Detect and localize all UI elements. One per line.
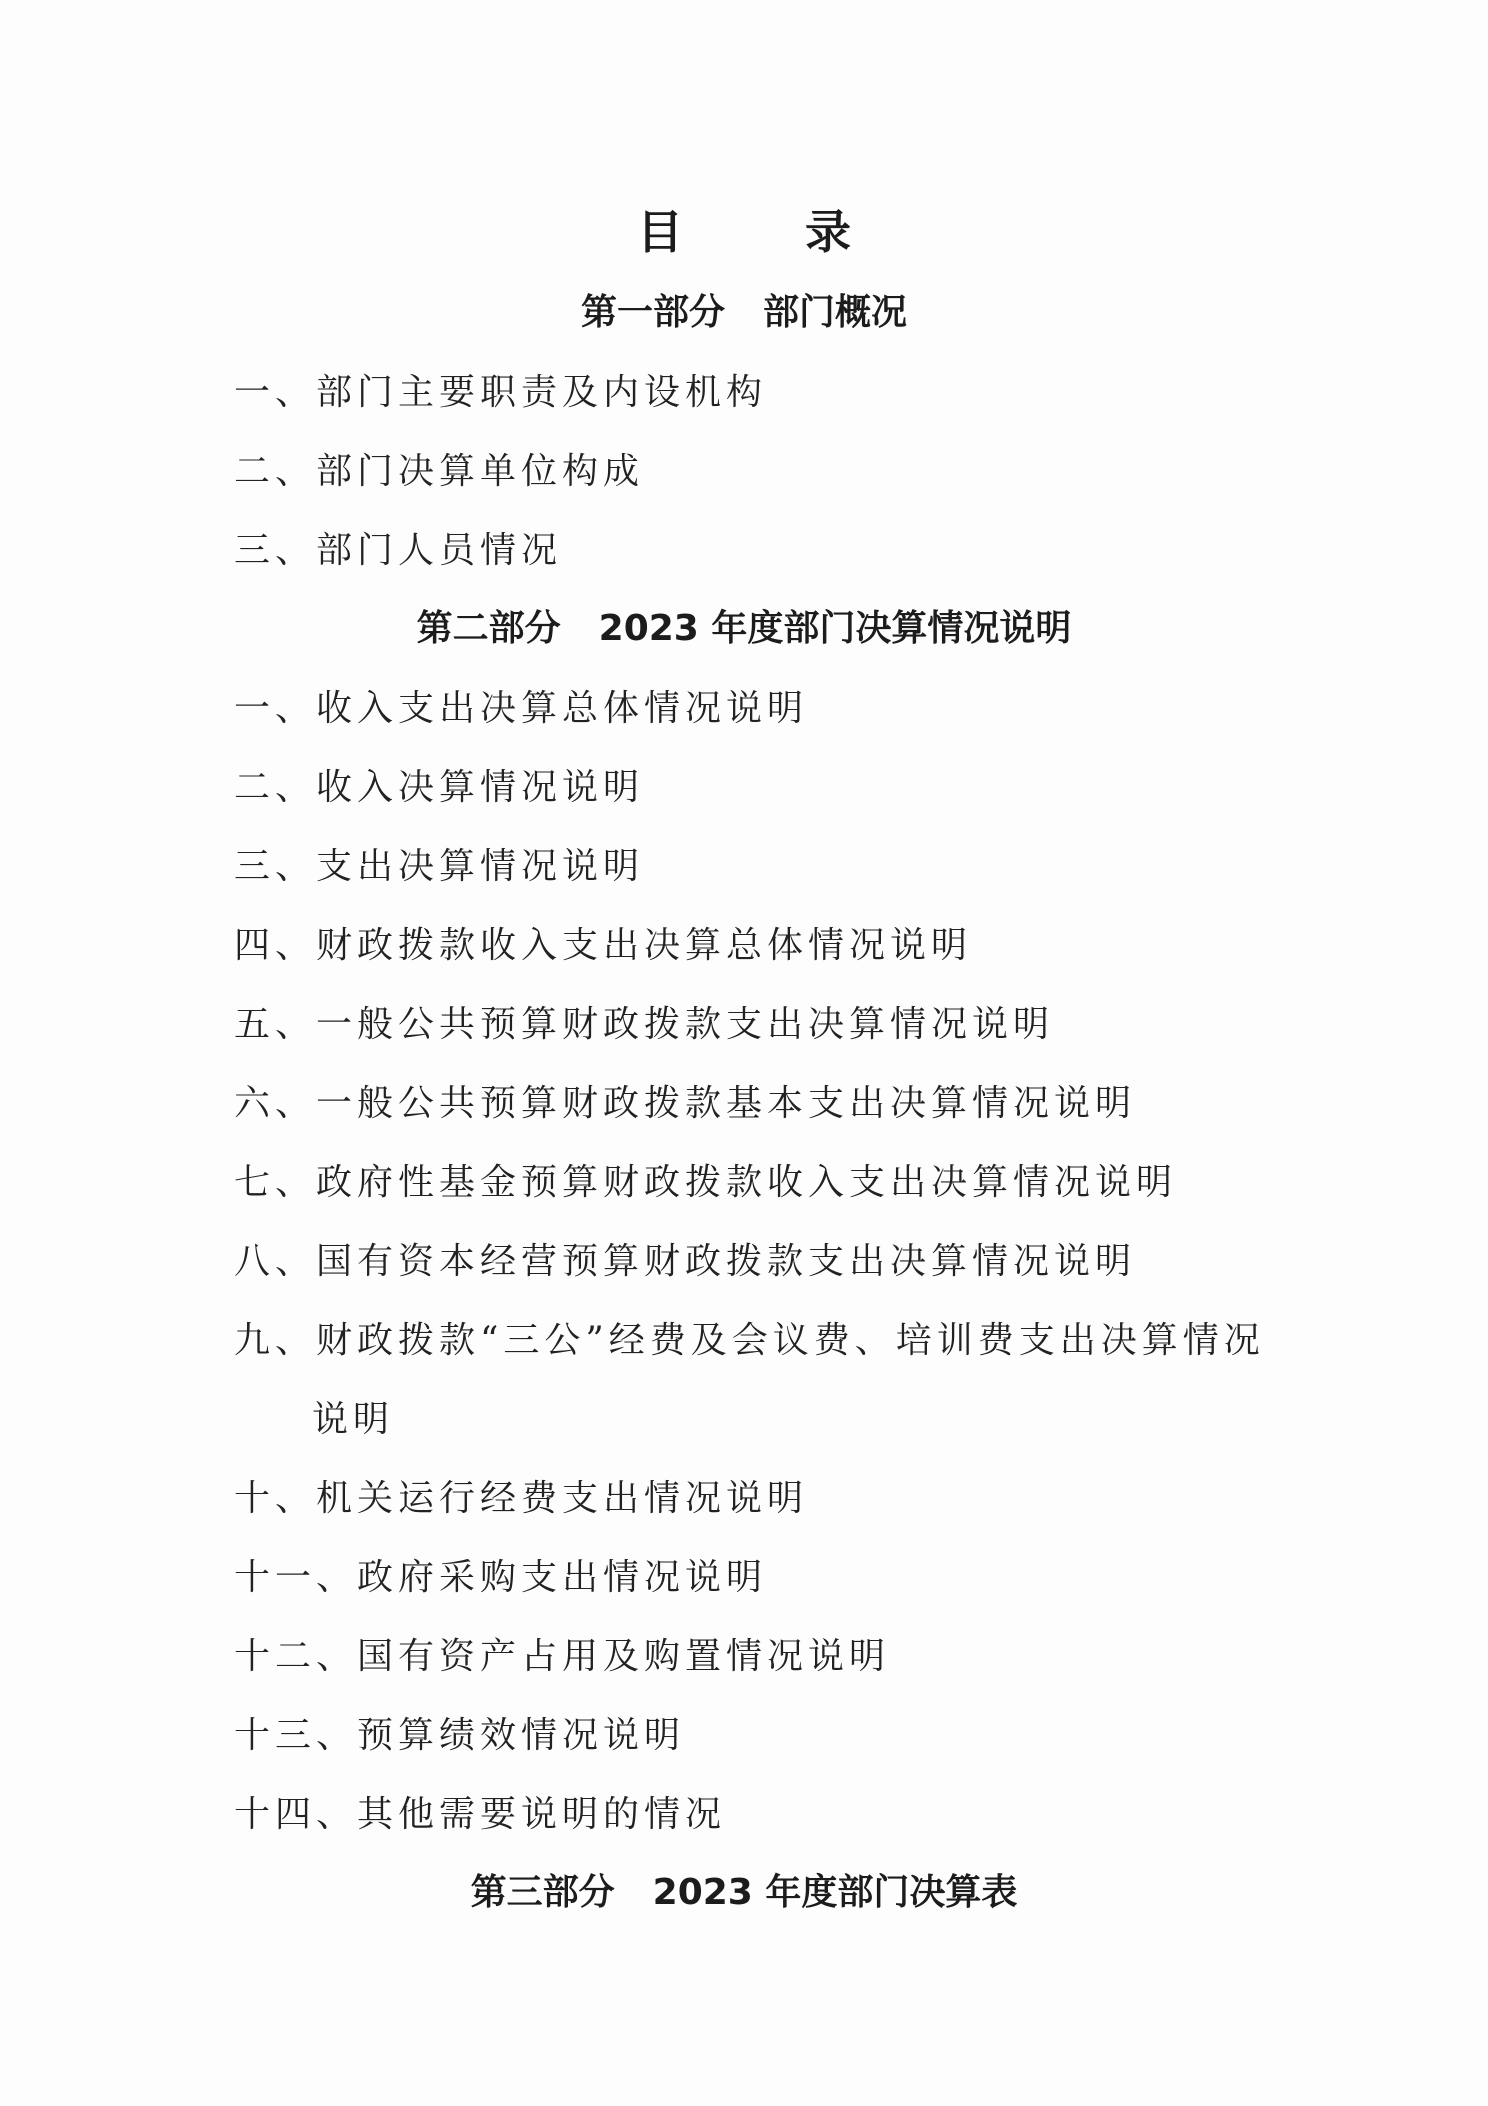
toc-item: 二、收入决算情况说明: [234, 767, 645, 808]
toc-item: 四、财政拨款收入支出决算总体情况说明: [234, 925, 973, 966]
toc-item: 九、财政拨款“三公”经费及会议费、培训费支出决算情况: [234, 1320, 1265, 1361]
toc-item: 二、部门决算单位构成: [234, 451, 645, 492]
toc-item: 三、部门人员情况: [234, 530, 563, 571]
toc-item: 一、收入支出决算总体情况说明: [234, 688, 809, 729]
toc-item: 十、机关运行经费支出情况说明: [234, 1478, 809, 1519]
part-one-number: 第一部分: [580, 292, 725, 333]
toc-item: 五、一般公共预算财政拨款支出决算情况说明: [234, 1004, 1055, 1045]
toc-item: 八、国有资本经营预算财政拨款支出决算情况说明: [234, 1241, 1137, 1282]
toc-item: 一、部门主要职责及内设机构: [234, 372, 768, 413]
part-one-name: 部门概况: [763, 292, 908, 333]
part-two-heading: [0, 600, 1488, 651]
toc-item: 十二、国有资产占用及购置情况说明: [234, 1636, 891, 1677]
toc-item: 三、支出决算情况说明: [234, 846, 645, 887]
part-two-name: 2023 年度部门决算情况说明: [598, 608, 1072, 649]
part-three-name: 2023 年度部门决算表: [652, 1872, 1018, 1913]
toc-item: 十一、政府采购支出情况说明: [234, 1557, 768, 1598]
part-three-number: 第三部分: [470, 1872, 615, 1913]
toc-title: 目 录: [637, 205, 889, 259]
part-three-heading: [0, 1864, 1488, 1915]
part-one-heading: [0, 284, 1488, 335]
toc-item: 七、政府性基金预算财政拨款收入支出决算情况说明: [234, 1162, 1178, 1203]
toc-item-continuation: 说明: [312, 1399, 395, 1440]
toc-item: 十四、其他需要说明的情况: [234, 1794, 727, 1835]
toc-item: 十三、预算绩效情况说明: [234, 1715, 686, 1756]
toc-item: 六、一般公共预算财政拨款基本支出决算情况说明: [234, 1083, 1137, 1124]
part-two-number: 第二部分: [416, 608, 561, 649]
